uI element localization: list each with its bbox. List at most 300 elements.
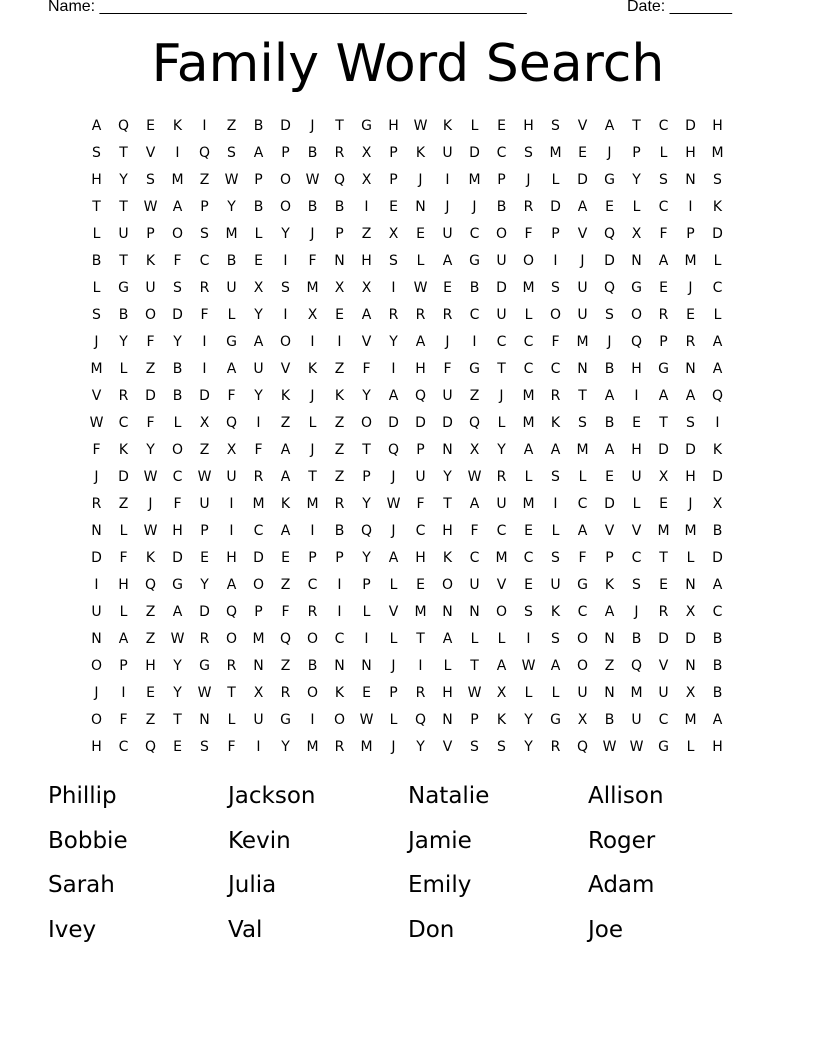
grid-cell: U xyxy=(253,711,264,728)
grid-cell: U xyxy=(577,306,588,323)
grid-cell: E xyxy=(254,252,263,269)
grid-cell: N xyxy=(604,630,615,647)
grid-cell: Q xyxy=(279,630,292,647)
word-bank-item: Julia xyxy=(228,872,277,898)
grid-cell: C xyxy=(307,576,318,593)
grid-cell: Y xyxy=(254,306,263,323)
grid-cell: A xyxy=(253,333,264,350)
grid-cell: F xyxy=(146,333,155,350)
grid-cell: X xyxy=(685,684,696,701)
grid-cell: Y xyxy=(362,549,371,566)
grid-cell: R xyxy=(280,684,291,701)
grid-cell: T xyxy=(308,468,317,485)
grid-cell: P xyxy=(308,549,317,566)
grid-cell: G xyxy=(577,576,588,593)
grid-cell: N xyxy=(442,441,453,458)
grid-cell: R xyxy=(91,495,102,512)
grid-cell: B xyxy=(712,630,723,647)
grid-cell: F xyxy=(119,711,128,728)
grid-cell: F xyxy=(416,495,425,512)
grid-cell: E xyxy=(416,225,425,242)
grid-cell: A xyxy=(172,603,183,620)
grid-cell: H xyxy=(226,549,237,566)
grid-cell: A xyxy=(523,441,534,458)
grid-cell: P xyxy=(254,171,263,188)
grid-cell: F xyxy=(443,360,452,377)
grid-cell: O xyxy=(522,252,535,269)
grid-cell: Z xyxy=(334,414,345,431)
grid-cell: I xyxy=(202,333,207,350)
grid-cell: Z xyxy=(604,657,615,674)
grid-cell: Y xyxy=(497,441,506,458)
grid-cell: S xyxy=(173,279,182,296)
grid-cell: O xyxy=(630,306,643,323)
grid-cell: X xyxy=(199,414,210,431)
grid-cell: D xyxy=(388,414,399,431)
grid-cell: N xyxy=(442,603,453,620)
grid-cell: O xyxy=(90,711,103,728)
grid-cell: E xyxy=(605,198,614,215)
grid-cell: S xyxy=(524,603,533,620)
grid-cell: S xyxy=(713,171,722,188)
grid-cell: A xyxy=(172,198,183,215)
grid-cell: A xyxy=(604,387,615,404)
grid-cell: Z xyxy=(145,711,156,728)
grid-cell: N xyxy=(469,603,480,620)
grid-cell: P xyxy=(146,225,155,242)
grid-cell: X xyxy=(712,495,723,512)
grid-cell: V xyxy=(604,522,615,539)
grid-cell: S xyxy=(659,171,668,188)
grid-cell: S xyxy=(551,279,560,296)
grid-cell: L xyxy=(308,414,317,431)
grid-cell: P xyxy=(254,603,263,620)
grid-cell: D xyxy=(712,225,723,242)
grid-cell: N xyxy=(91,522,102,539)
grid-cell: M xyxy=(684,711,697,728)
grid-cell: R xyxy=(685,333,696,350)
grid-cell: V xyxy=(658,657,669,674)
grid-cell: J xyxy=(472,198,477,215)
grid-cell: Q xyxy=(117,117,130,134)
grid-cell: D xyxy=(604,252,615,269)
grid-cell: J xyxy=(391,657,396,674)
grid-cell: Y xyxy=(119,333,128,350)
grid-cell: A xyxy=(712,333,723,350)
grid-cell: M xyxy=(252,495,265,512)
grid-cell: J xyxy=(499,387,504,404)
grid-cell: O xyxy=(279,333,292,350)
grid-cell: O xyxy=(306,684,319,701)
grid-cell: J xyxy=(94,468,99,485)
grid-cell: O xyxy=(333,711,346,728)
grid-cell: Y xyxy=(254,387,263,404)
grid-cell: F xyxy=(551,333,560,350)
grid-cell: U xyxy=(658,684,669,701)
grid-cell: I xyxy=(310,333,315,350)
grid-cell: N xyxy=(631,252,642,269)
grid-cell: I xyxy=(553,252,558,269)
grid-cell: A xyxy=(685,387,696,404)
grid-cell: L xyxy=(713,252,722,269)
grid-cell: Q xyxy=(144,738,157,755)
grid-cell: L xyxy=(551,171,560,188)
grid-cell: A xyxy=(604,603,615,620)
grid-cell: Q xyxy=(468,414,481,431)
grid-cell: N xyxy=(685,360,696,377)
grid-cell: L xyxy=(254,225,263,242)
grid-cell: K xyxy=(712,441,723,458)
grid-cell: M xyxy=(657,522,670,539)
grid-cell: Q xyxy=(603,279,616,296)
grid-cell: F xyxy=(254,441,263,458)
grid-cell: G xyxy=(118,279,129,296)
grid-cell: Y xyxy=(281,225,290,242)
grid-cell: G xyxy=(361,117,372,134)
grid-cell: X xyxy=(307,306,318,323)
grid-cell: X xyxy=(577,711,588,728)
grid-cell: J xyxy=(310,387,315,404)
grid-cell: K xyxy=(496,711,507,728)
grid-cell: T xyxy=(659,414,668,431)
grid-cell: R xyxy=(388,306,399,323)
grid-cell: A xyxy=(442,630,453,647)
grid-cell: R xyxy=(550,738,561,755)
grid-cell: D xyxy=(118,468,129,485)
page-title: Family Word Search xyxy=(151,34,665,94)
grid-cell: W xyxy=(629,738,644,755)
grid-cell: L xyxy=(92,279,101,296)
grid-cell: C xyxy=(631,549,642,566)
grid-cell: M xyxy=(522,387,535,404)
grid-cell: C xyxy=(550,360,561,377)
grid-cell: H xyxy=(118,576,129,593)
grid-cell: U xyxy=(442,225,453,242)
grid-cell: C xyxy=(577,495,588,512)
grid-cell: U xyxy=(145,279,156,296)
grid-cell: L xyxy=(119,360,128,377)
grid-cell: X xyxy=(685,603,696,620)
grid-cell: M xyxy=(414,603,427,620)
grid-cell: G xyxy=(172,576,183,593)
grid-cell: G xyxy=(550,711,561,728)
grid-cell: B xyxy=(469,279,480,296)
grid-cell: O xyxy=(144,306,157,323)
grid-cell: X xyxy=(361,279,372,296)
grid-cell: E xyxy=(362,684,371,701)
grid-cell: M xyxy=(522,414,535,431)
grid-cell: Z xyxy=(145,630,156,647)
grid-cell: O xyxy=(225,630,238,647)
grid-cell: L xyxy=(524,306,533,323)
grid-cell: D xyxy=(253,549,264,566)
grid-cell: P xyxy=(200,522,209,539)
word-bank-item: Jamie xyxy=(408,827,472,854)
grid-cell: N xyxy=(199,711,210,728)
word-bank-item: Roger xyxy=(588,827,656,854)
grid-cell: N xyxy=(442,711,453,728)
grid-cell: A xyxy=(361,306,372,323)
grid-cell: M xyxy=(630,684,643,701)
grid-cell: Y xyxy=(632,171,641,188)
date-field: Date: _______ xyxy=(627,0,732,15)
grid-cell: N xyxy=(415,198,426,215)
grid-cell: V xyxy=(361,333,372,350)
word-bank-item: Bobbie xyxy=(48,827,128,854)
grid-cell: N xyxy=(685,657,696,674)
grid-cell: P xyxy=(659,333,668,350)
word-bank-item: Joe xyxy=(588,916,624,943)
grid-cell: I xyxy=(256,738,261,755)
grid-cell: K xyxy=(550,603,561,620)
grid-cell: O xyxy=(279,198,292,215)
grid-cell: U xyxy=(496,306,507,323)
grid-cell: A xyxy=(712,711,723,728)
grid-cell: J xyxy=(580,252,585,269)
grid-cell: G xyxy=(604,171,615,188)
grid-cell: S xyxy=(551,117,560,134)
grid-cell: N xyxy=(91,630,102,647)
grid-cell: J xyxy=(607,144,612,161)
grid-cell: L xyxy=(227,306,236,323)
grid-cell: B xyxy=(712,684,723,701)
grid-cell: Z xyxy=(118,495,129,512)
grid-cell: B xyxy=(91,252,102,269)
grid-cell: Z xyxy=(145,603,156,620)
grid-cell: B xyxy=(253,117,264,134)
grid-cell: H xyxy=(172,522,183,539)
grid-cell: E xyxy=(416,576,425,593)
grid-cell: X xyxy=(496,684,507,701)
grid-cell: S xyxy=(497,738,506,755)
grid-cell: D xyxy=(199,603,210,620)
grid-cell: I xyxy=(229,522,234,539)
grid-cell: G xyxy=(469,252,480,269)
grid-cell: O xyxy=(441,576,454,593)
letter-grid xyxy=(83,112,731,760)
grid-cell: Z xyxy=(199,171,210,188)
grid-cell: K xyxy=(712,198,723,215)
grid-cell: X xyxy=(658,468,669,485)
grid-cell: D xyxy=(685,441,696,458)
grid-cell: D xyxy=(604,495,615,512)
grid-cell: C xyxy=(172,468,183,485)
grid-cell: I xyxy=(121,684,126,701)
grid-cell: Y xyxy=(227,198,236,215)
grid-cell: C xyxy=(712,279,723,296)
grid-cell: N xyxy=(685,576,696,593)
grid-cell: I xyxy=(553,495,558,512)
grid-cell: F xyxy=(362,360,371,377)
grid-cell: L xyxy=(524,468,533,485)
grid-cell: N xyxy=(334,657,345,674)
grid-cell: F xyxy=(173,252,182,269)
grid-cell: V xyxy=(91,387,102,404)
grid-cell: Y xyxy=(281,738,290,755)
grid-cell: A xyxy=(388,387,399,404)
grid-cell: E xyxy=(605,468,614,485)
grid-cell: L xyxy=(362,603,371,620)
grid-cell: C xyxy=(118,738,129,755)
grid-cell: M xyxy=(711,144,724,161)
grid-cell: P xyxy=(200,198,209,215)
grid-cell: A xyxy=(280,441,291,458)
grid-cell: W xyxy=(467,684,482,701)
grid-cell: E xyxy=(659,576,668,593)
grid-cell: D xyxy=(685,630,696,647)
grid-cell: H xyxy=(442,684,453,701)
grid-cell: A xyxy=(550,657,561,674)
grid-cell: M xyxy=(306,279,319,296)
grid-cell: L xyxy=(443,657,452,674)
grid-cell: Q xyxy=(603,225,616,242)
grid-cell: C xyxy=(523,360,534,377)
grid-cell: U xyxy=(550,576,561,593)
grid-cell: H xyxy=(685,468,696,485)
grid-cell: Q xyxy=(225,414,238,431)
grid-cell: T xyxy=(470,657,479,674)
grid-cell: X xyxy=(631,225,642,242)
grid-cell: R xyxy=(334,144,345,161)
grid-cell: A xyxy=(280,468,291,485)
grid-cell: W xyxy=(170,630,185,647)
grid-cell: M xyxy=(522,495,535,512)
word-bank-item: Phillip xyxy=(48,783,117,809)
grid-cell: F xyxy=(578,549,587,566)
grid-cell: P xyxy=(362,468,371,485)
grid-cell: L xyxy=(173,414,182,431)
grid-cell: L xyxy=(632,198,641,215)
grid-cell: P xyxy=(362,576,371,593)
grid-cell: Z xyxy=(145,360,156,377)
grid-cell: O xyxy=(576,630,589,647)
grid-cell: L xyxy=(659,144,668,161)
grid-cell: J xyxy=(445,198,450,215)
grid-cell: V xyxy=(388,603,399,620)
grid-cell: C xyxy=(496,144,507,161)
grid-cell: Y xyxy=(443,468,452,485)
grid-cell: E xyxy=(578,144,587,161)
grid-cell: T xyxy=(416,630,425,647)
grid-cell: I xyxy=(391,360,396,377)
grid-cell: I xyxy=(337,333,342,350)
grid-cell: G xyxy=(631,279,642,296)
grid-cell: B xyxy=(253,198,264,215)
grid-cell: Q xyxy=(630,333,643,350)
grid-cell: R xyxy=(496,468,507,485)
grid-cell: E xyxy=(443,279,452,296)
grid-cell: S xyxy=(281,279,290,296)
grid-cell: C xyxy=(199,252,210,269)
grid-cell: O xyxy=(495,603,508,620)
grid-cell: A xyxy=(658,252,669,269)
grid-cell: M xyxy=(90,360,103,377)
grid-cell: J xyxy=(391,468,396,485)
grid-cell: A xyxy=(604,117,615,134)
grid-cell: Y xyxy=(362,387,371,404)
grid-cell: S xyxy=(200,225,209,242)
word-bank-item: Sarah xyxy=(48,872,115,898)
grid-cell: Z xyxy=(361,225,372,242)
grid-cell: D xyxy=(496,279,507,296)
grid-cell: P xyxy=(389,171,398,188)
grid-cell: V xyxy=(577,117,588,134)
grid-cell: A xyxy=(280,522,291,539)
grid-cell: A xyxy=(550,441,561,458)
grid-cell: W xyxy=(413,117,428,134)
grid-cell: L xyxy=(713,306,722,323)
grid-cell: I xyxy=(418,657,423,674)
grid-cell: P xyxy=(497,171,506,188)
grid-cell: V xyxy=(145,144,156,161)
grid-cell: Q xyxy=(414,387,427,404)
grid-cell: W xyxy=(197,684,212,701)
word-bank-item: Ivey xyxy=(48,916,97,943)
grid-cell: W xyxy=(413,279,428,296)
grid-cell: D xyxy=(550,198,561,215)
grid-cell: J xyxy=(310,117,315,134)
grid-cell: A xyxy=(226,360,237,377)
grid-cell: T xyxy=(497,360,506,377)
grid-cell: S xyxy=(551,630,560,647)
word-bank-item: Natalie xyxy=(408,783,490,809)
grid-cell: U xyxy=(199,495,210,512)
grid-cell: I xyxy=(229,495,234,512)
grid-cell: S xyxy=(227,144,236,161)
grid-cell: H xyxy=(712,738,723,755)
grid-cell: X xyxy=(361,144,372,161)
grid-cell: E xyxy=(200,549,209,566)
grid-cell: O xyxy=(495,225,508,242)
grid-cell: U xyxy=(442,144,453,161)
grid-cell: O xyxy=(171,225,184,242)
grid-cell: J xyxy=(94,333,99,350)
grid-cell: E xyxy=(659,279,668,296)
grid-cell: B xyxy=(496,198,507,215)
grid-cell: F xyxy=(119,549,128,566)
grid-cell: Q xyxy=(630,657,643,674)
grid-cell: L xyxy=(551,684,560,701)
name-field: Name: ________________________________________________ xyxy=(48,0,527,15)
grid-cell: V xyxy=(280,360,291,377)
grid-cell: J xyxy=(445,333,450,350)
grid-cell: I xyxy=(472,333,477,350)
grid-cell: J xyxy=(607,333,612,350)
grid-cell: M xyxy=(306,495,319,512)
grid-cell: A xyxy=(91,117,102,134)
grid-cell: A xyxy=(442,252,453,269)
grid-cell: W xyxy=(143,522,158,539)
grid-cell: D xyxy=(685,117,696,134)
grid-cell: C xyxy=(253,522,264,539)
grid-cell: I xyxy=(526,630,531,647)
grid-cell: T xyxy=(92,198,101,215)
grid-cell: L xyxy=(389,711,398,728)
grid-cell: L xyxy=(686,549,695,566)
grid-cell: P xyxy=(632,144,641,161)
grid-cell: Z xyxy=(280,414,291,431)
grid-cell: C xyxy=(523,549,534,566)
grid-cell: X xyxy=(388,225,399,242)
grid-cell: K xyxy=(604,576,615,593)
grid-cell: G xyxy=(658,360,669,377)
grid-cell: T xyxy=(632,117,641,134)
grid-cell: Q xyxy=(225,603,238,620)
grid-cell: M xyxy=(306,738,319,755)
grid-cell: F xyxy=(524,225,533,242)
grid-cell: L xyxy=(497,630,506,647)
grid-cell: Q xyxy=(711,387,724,404)
